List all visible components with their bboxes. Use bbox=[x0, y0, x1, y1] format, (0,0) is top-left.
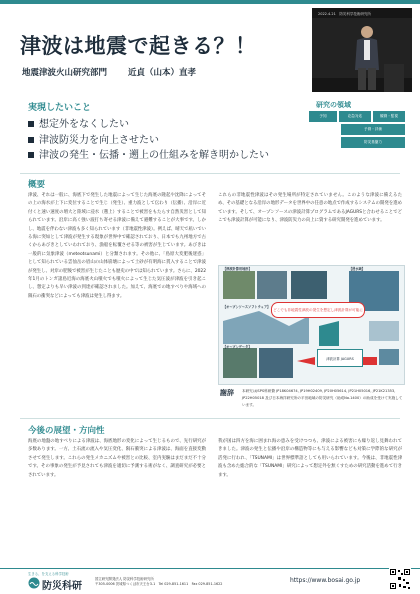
diagram-graphics bbox=[219, 266, 404, 384]
thanks-heading: 謝辞 bbox=[220, 389, 234, 397]
speaker-photo bbox=[312, 8, 412, 92]
want-heading: 実現したいこと bbox=[28, 103, 92, 113]
diagram-banner: どこでも非地震性津波の発生を想定し津波計算が可能に bbox=[271, 302, 365, 318]
speaker-photo-image bbox=[312, 8, 412, 92]
diagram-calc-box: 津波計算 JAGURS bbox=[317, 349, 363, 367]
field-cell: 防災基盤力 bbox=[341, 137, 405, 148]
author-name: 近貞（山本）直孝 bbox=[127, 68, 196, 78]
nied-logo-icon bbox=[28, 577, 40, 589]
overview-text-left: 津波、それは一般に、海底下で発生した地震によって生じた海底の隆起や沈降によってその上の海水が上下に変位することで生じ（発生）、重力波として伝わり（伝播）、沿岸に近付くと速い速度の増大と陸域に浸水（遡上）することで被害をもたらす自然災害として知られています。沿岸に高く強い波打ち寄せる津波に備えて避難することが大事です。しかし、地震を伴わない津波も多く知られています（非地震性津波）。例えば、晴天で凪いでいる海に突如として津波が発生する現象が世界中で確認されており、日本でも九州地方で古くからあびきとしていわれており、漁船を転覆させる等の被害が生じています。あびきは一般的に気象津波（meteotsunami）と分類されます。その他に、「島原大変肥後迷惑」として知られている雲仙岳の眉山の山体崩壊によって土砂が有明海に貫入することで津波が発生し、対岸の肥後で被害が生じたことも歴史の中では知られています。さらに、2022年1月のトンガ諸島近海の海底火山噴火でも噴火によって生じた気圧波が津波を引き起こし、想定よりも早い津波の到達が確認されました。加えて、海底での地すべりや海域への隕石の衝突などによっても津波は発生し得ます。 bbox=[28, 193, 206, 299]
want-item: 津波の発生・伝播・遡上の仕組みを解き明かしたい bbox=[28, 146, 269, 162]
footer-tagline: 生きる、を支える科学技術 bbox=[28, 572, 69, 576]
page-title: 津波は地震で起きる？！ bbox=[20, 34, 257, 58]
overview-heading: 概要 bbox=[28, 180, 46, 190]
divider bbox=[20, 173, 400, 174]
future-heading: 今後の展望・方向性 bbox=[28, 426, 105, 436]
author-line bbox=[22, 66, 196, 78]
future-text-left: 海底の地盤の地すべりによる津波は、海底地形の変化によって生じるもので、先行研究が多数あります。一方、土石流の流入や気圧変化、隕石衝突による津波は、海面を直接変動させて発生します。これらの発生メカニズムや被害との比較、室内実験はまだまだ不十分です。その事象の発生が予見されても津波を適切に予測する術がなく、調査研究が必要とされています。 bbox=[28, 439, 206, 478]
want-list bbox=[28, 115, 269, 162]
footer-url[interactable]: https://www.bosai.go.jp bbox=[290, 577, 361, 584]
org-name: 地震津波火山研究部門 bbox=[22, 68, 108, 78]
field-cell: 予知 bbox=[309, 111, 337, 122]
thanks-text: 本研究はJSPS科研費 JP18K04674, JP19H02409, JP20H05614, JP21H05016, JP21K21353, JP22H05018 及び日本海洋研究所の平田地域の防災研究（助成No.1400）の助成を受けて実施しています。 bbox=[242, 389, 403, 407]
future-text-right: 我が国は四方を海に囲まれ海の恵みを受けつつも、津波による被害にも繰り返し見舞われてきました。津波の発生と伝播や沿岸の構造物等にも与える影響なども対策に学際的な研究が活発に行われ、「TSUNAMI」は世界標準語としても用いられています。今後は、非地震性津波も含めた総合的な「TSUNAMI」研究によって想定外を無くすための研究活動を進めて行きます。 bbox=[218, 439, 402, 478]
diagram-label: 【オープンデータ】 bbox=[223, 345, 252, 349]
diagram-label: 【津波計算用地形】 bbox=[223, 267, 252, 271]
field-cell: 応急対応 bbox=[339, 111, 371, 122]
square-bullet-icon bbox=[28, 152, 34, 158]
footer-logo: 防災科研 bbox=[42, 581, 82, 592]
diagram-label: 【浸水域】 bbox=[349, 267, 365, 271]
divider bbox=[20, 418, 400, 419]
field-cell: 予測・評価 bbox=[341, 124, 405, 135]
field-cell: 観測・監視 bbox=[373, 111, 405, 122]
research-field-grid bbox=[309, 111, 405, 150]
want-item: 想定外をなくしたい bbox=[28, 115, 269, 131]
square-bullet-icon bbox=[28, 121, 34, 127]
top-accent-bar bbox=[0, 0, 420, 4]
diagram-label: 【オープンソースソフトウェア】 bbox=[223, 305, 271, 309]
footer-divider bbox=[0, 568, 420, 569]
square-bullet-icon bbox=[28, 137, 34, 143]
qr-code-icon bbox=[389, 568, 411, 590]
overview-text-right: これらの非地震性津波はその発生場所が特定されていません。このような津波に備えるため、その基礎となる沿岸の地形データを世界中の任意の地点で作成するシステムの開発を進めています。そして、オープンソースの津波計算プログラムであるJAGURSと合わせることでどこでも津波計算が可能になり、津波防災力の向上に資する研究開発を進めています。 bbox=[218, 193, 402, 224]
photo-caption: 2022.4.21 防災科学技術研究所 bbox=[318, 12, 371, 16]
want-item: 津波防災力を向上させたい bbox=[28, 131, 269, 147]
footer-org: 国立研究開発法人 防災科学技術研究所 〒305-0006 茨城県つくば市天王台3-1 Tel 029-851-1611 Fax 029-851-1622 bbox=[95, 577, 223, 586]
research-diagram bbox=[218, 265, 405, 385]
research-field-heading: 研究の領域 bbox=[316, 101, 351, 109]
